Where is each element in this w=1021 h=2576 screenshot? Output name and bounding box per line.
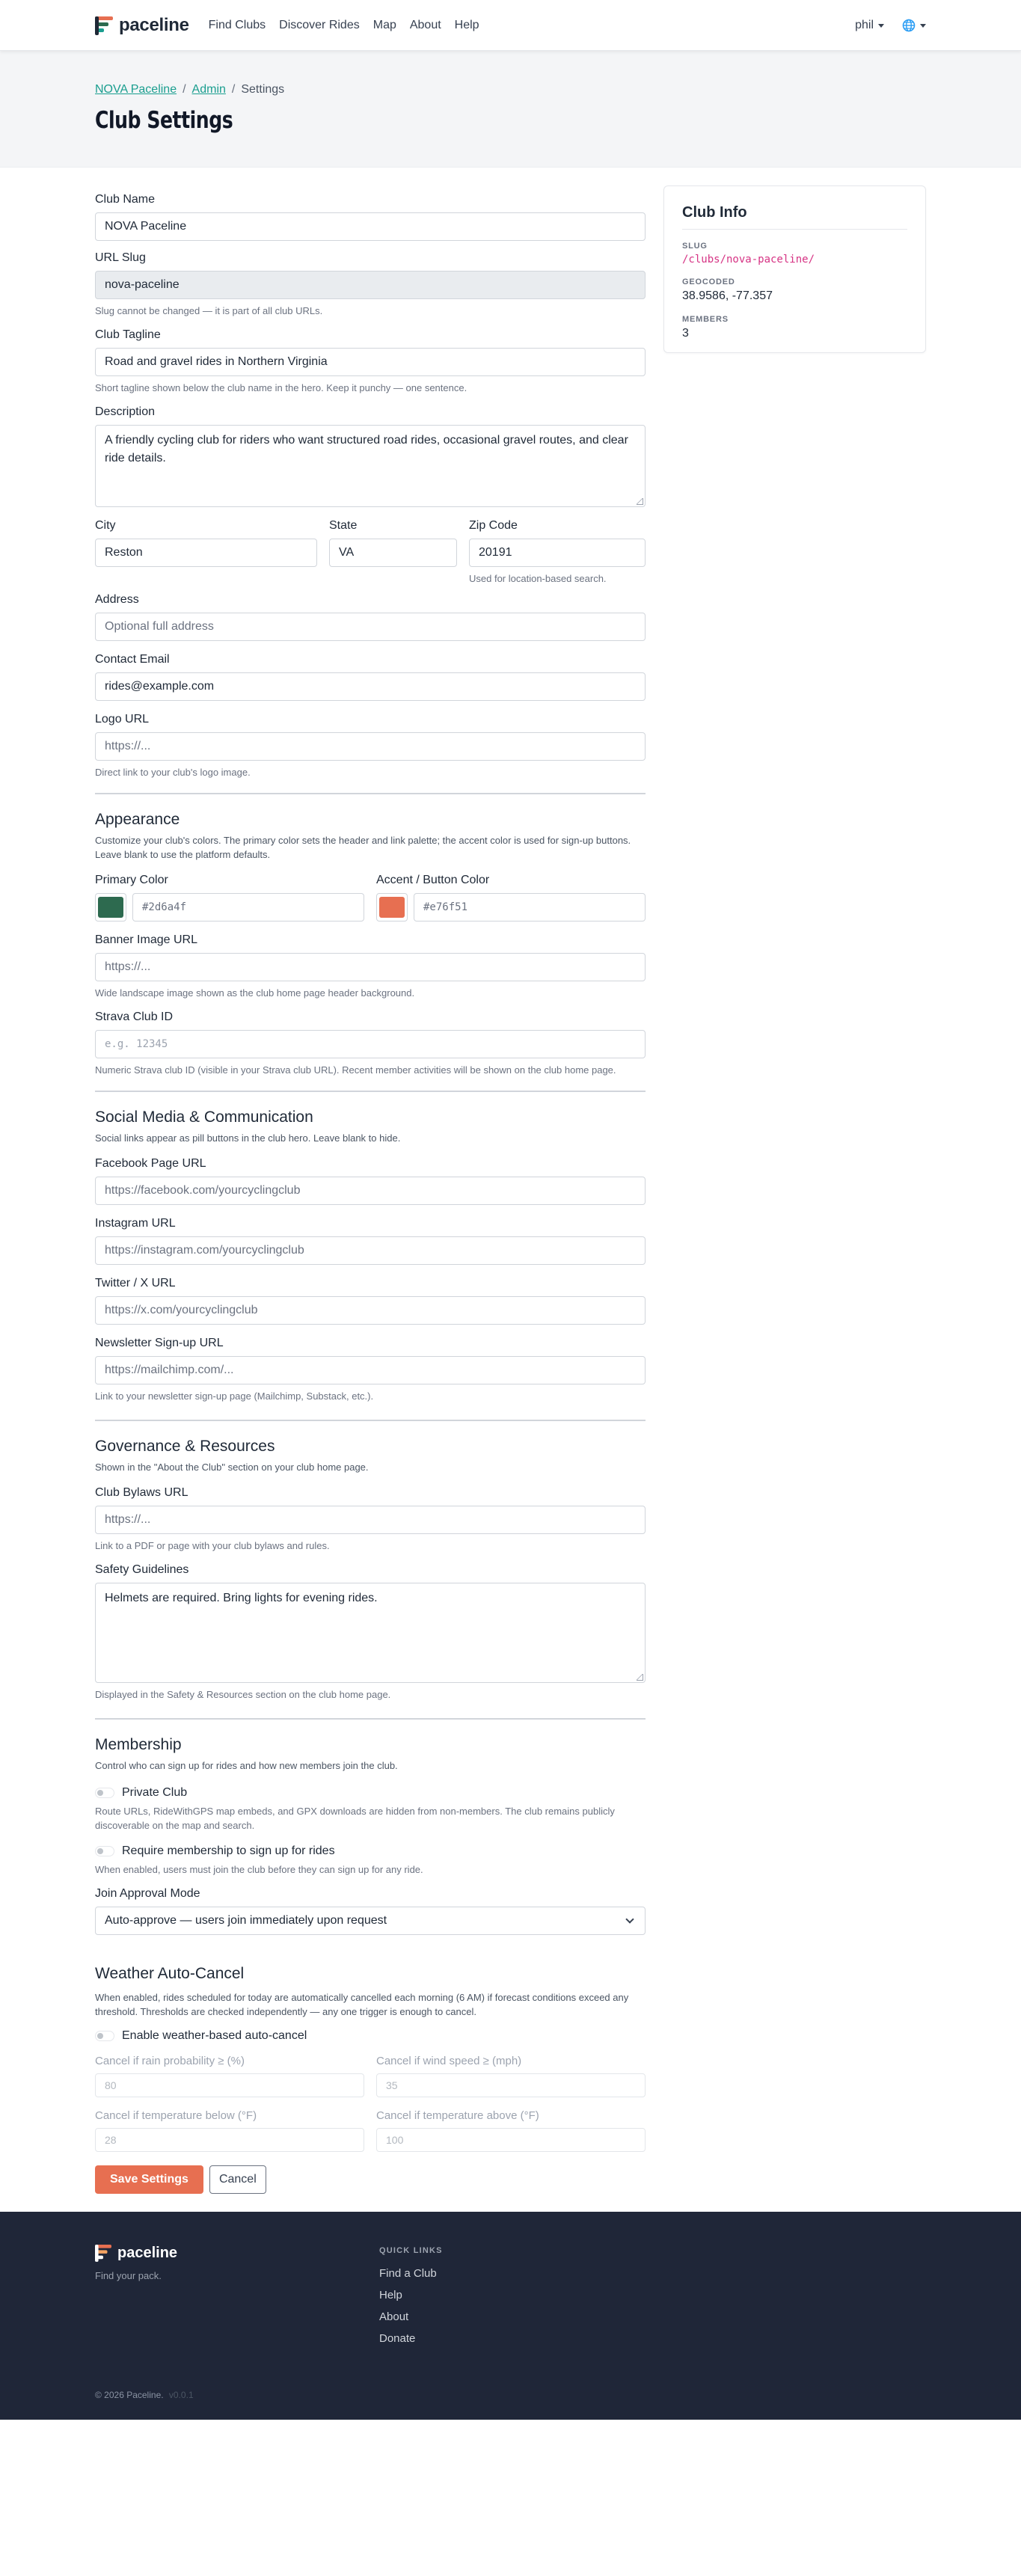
strava-input[interactable]: e.g. 12345 bbox=[95, 1030, 646, 1058]
paceline-logo-icon bbox=[95, 2243, 111, 2263]
divider bbox=[95, 1420, 646, 1421]
brand-link[interactable] bbox=[95, 15, 189, 36]
bylaws-group bbox=[95, 1486, 646, 1553]
footer-tagline: Find your pack. bbox=[95, 2270, 162, 2281]
description-label: Description bbox=[95, 405, 156, 418]
instagram-group bbox=[95, 1217, 646, 1265]
temp-low-group bbox=[95, 2109, 364, 2152]
nav-discover-rides[interactable]: Discover Rides bbox=[279, 19, 360, 31]
governance-desc: Shown in the "About the Club" section on your club home page. bbox=[95, 1462, 369, 1473]
primary-color-label: Primary Color bbox=[95, 874, 168, 886]
wind-input: 35 bbox=[376, 2073, 646, 2097]
banner-url-input[interactable]: https://... bbox=[95, 953, 646, 981]
club-info-card bbox=[663, 185, 926, 353]
slug-key: SLUG bbox=[682, 242, 708, 251]
geocoded-value: 38.9586, -77.357 bbox=[682, 289, 773, 302]
chevron-down-icon bbox=[625, 1915, 634, 1923]
nav-help[interactable]: Help bbox=[454, 19, 479, 31]
require-membership-toggle[interactable] bbox=[95, 1846, 114, 1856]
nav-about[interactable]: About bbox=[409, 19, 441, 31]
contact-email-input[interactable]: rides@example.com bbox=[95, 672, 646, 701]
geocoded-key: GEOCODED bbox=[682, 277, 735, 286]
join-approval-select[interactable] bbox=[95, 1907, 646, 1935]
tagline-help: Short tagline shown below the club name in the hero. Keep it punchy — one sentence. bbox=[95, 382, 467, 393]
banner-help: Wide landscape image shown as the club home page header background. bbox=[95, 987, 415, 999]
contact-email-group bbox=[95, 653, 646, 701]
membership-title: Membership bbox=[95, 1736, 182, 1753]
temp-high-label: Cancel if temperature above (°F) bbox=[376, 2109, 539, 2122]
primary-color-chip bbox=[98, 897, 123, 918]
accent-color-input[interactable]: #e76f51 bbox=[414, 893, 646, 921]
url-slug-label: URL Slug bbox=[95, 251, 146, 264]
url-slug-group bbox=[95, 251, 646, 318]
cancel-button[interactable]: Cancel bbox=[209, 2165, 266, 2194]
form-actions bbox=[95, 2165, 646, 2194]
page-title: Club Settings bbox=[95, 107, 233, 134]
breadcrumb-separator: / bbox=[231, 83, 236, 96]
twitter-input[interactable]: https://x.com/yourcyclingclub bbox=[95, 1296, 646, 1325]
nav-right bbox=[855, 19, 926, 32]
wind-group bbox=[376, 2055, 646, 2097]
strava-help: Numeric Strava club ID (visible in your Strava club URL). Recent member activities will be shown on the club home page. bbox=[95, 1064, 616, 1076]
appearance-desc: Customize your club's colors. The primary color sets the header and link palette; the accent color is used for sign-up buttons. Leave blank to use the platform defaults. bbox=[95, 835, 631, 860]
twitter-group bbox=[95, 1277, 646, 1325]
footer-links-heading: QUICK LINKS bbox=[379, 2246, 443, 2255]
rain-group bbox=[95, 2055, 364, 2097]
nav-map[interactable]: Map bbox=[372, 19, 396, 31]
temp-low-label: Cancel if temperature below (°F) bbox=[95, 2109, 257, 2122]
members-value: 3 bbox=[682, 327, 689, 340]
accent-color-chip bbox=[379, 897, 405, 918]
footer-link-about[interactable]: About bbox=[379, 2310, 409, 2323]
require-membership-toggle-row[interactable] bbox=[95, 1844, 646, 1858]
rain-input: 80 bbox=[95, 2073, 364, 2097]
site-footer bbox=[0, 2212, 1021, 2420]
membership-desc: Control who can sign up for rides and how new members join the club. bbox=[95, 1760, 398, 1771]
accent-color-label: Accent / Button Color bbox=[376, 874, 490, 886]
newsletter-label: Newsletter Sign-up URL bbox=[95, 1337, 224, 1349]
club-name-input[interactable]: NOVA Paceline bbox=[95, 212, 646, 241]
primary-color-swatch[interactable] bbox=[95, 893, 126, 921]
banner-label: Banner Image URL bbox=[95, 933, 197, 946]
zip-label: Zip Code bbox=[469, 519, 518, 532]
join-approval-label: Join Approval Mode bbox=[95, 1887, 200, 1900]
main-nav bbox=[209, 19, 486, 32]
breadcrumb-current: Settings bbox=[241, 83, 285, 96]
address-group bbox=[95, 593, 646, 641]
logo-url-help: Direct link to your club's logo image. bbox=[95, 767, 251, 778]
rain-label: Cancel if rain probability ≥ (%) bbox=[95, 2055, 245, 2067]
city-group bbox=[95, 519, 317, 586]
language-menu[interactable] bbox=[902, 19, 926, 32]
weather-desc: When enabled, rides scheduled for today are automatically cancelled each morning (6 AM) if forecast conditions exceed any threshold. Thresholds are checked independently — any one trigger is enough to cancel. bbox=[95, 1992, 629, 2017]
breadcrumb-club[interactable]: NOVA Paceline bbox=[95, 83, 177, 96]
strava-group bbox=[95, 1011, 646, 1077]
description-textarea[interactable]: A friendly cycling club for riders who want structured road rides, occasional gravel routes, and clear ride details. bbox=[95, 425, 646, 507]
divider bbox=[95, 1718, 646, 1720]
main-content bbox=[95, 168, 926, 2212]
brand-name: paceline bbox=[119, 15, 189, 35]
require-membership-help: When enabled, users must join the club before they can sign up for any ride. bbox=[95, 1864, 423, 1875]
newsletter-help: Link to your newsletter sign-up page (Mailchimp, Substack, etc.). bbox=[95, 1390, 374, 1402]
appearance-title: Appearance bbox=[95, 811, 180, 828]
user-name: phil bbox=[855, 19, 874, 31]
banner-group bbox=[95, 933, 646, 1000]
footer-link-find-club[interactable]: Find a Club bbox=[379, 2267, 437, 2280]
divider bbox=[95, 793, 646, 794]
safety-help: Displayed in the Safety & Resources section on the club home page. bbox=[95, 1689, 391, 1700]
state-input[interactable]: VA bbox=[329, 539, 457, 567]
primary-color-input[interactable]: #2d6a4f bbox=[132, 893, 364, 921]
club-settings-form bbox=[95, 185, 646, 2194]
facebook-label: Facebook Page URL bbox=[95, 1157, 206, 1170]
instagram-input[interactable]: https://instagram.com/yourcyclingclub bbox=[95, 1236, 646, 1265]
accent-color-swatch[interactable] bbox=[376, 893, 408, 921]
social-title: Social Media & Communication bbox=[95, 1108, 313, 1126]
copyright-text: © 2026 Paceline. bbox=[95, 2390, 164, 2400]
newsletter-input[interactable]: https://mailchimp.com/... bbox=[95, 1356, 646, 1384]
sidebar bbox=[663, 185, 926, 2194]
temp-high-input: 100 bbox=[376, 2128, 646, 2152]
bylaws-help: Link to a PDF or page with your club bylaws and rules. bbox=[95, 1540, 330, 1551]
caret-down-icon bbox=[920, 24, 926, 28]
bylaws-label: Club Bylaws URL bbox=[95, 1486, 188, 1499]
weather-enable-toggle-row[interactable] bbox=[95, 2029, 646, 2043]
version-text: v0.0.1 bbox=[168, 2390, 194, 2400]
safety-label: Safety Guidelines bbox=[95, 1563, 189, 1576]
breadcrumb-admin[interactable]: Admin bbox=[191, 83, 226, 96]
weather-row-1 bbox=[95, 2055, 646, 2097]
temp-high-group bbox=[376, 2109, 646, 2152]
footer-quick-links bbox=[379, 2246, 443, 2345]
tagline-input[interactable]: Road and gravel rides in Northern Virginia bbox=[95, 348, 646, 376]
club-name-group bbox=[95, 193, 646, 241]
city-input[interactable]: Reston bbox=[95, 539, 317, 567]
breadcrumb bbox=[95, 83, 926, 96]
newsletter-group bbox=[95, 1337, 646, 1403]
footer-copyright bbox=[95, 2390, 194, 2400]
weather-title: Weather Auto-Cancel bbox=[95, 1965, 245, 1982]
private-club-help: Route URLs, RideWithGPS map embeds, and GPX downloads are hidden from non-members. The club remains publicly discoverable on the map and search. bbox=[95, 1806, 615, 1831]
state-group bbox=[329, 519, 457, 586]
state-label: State bbox=[329, 519, 358, 532]
zip-input[interactable]: 20191 bbox=[469, 539, 646, 567]
city-label: City bbox=[95, 519, 116, 532]
nav-find-clubs[interactable]: Find Clubs bbox=[208, 19, 266, 31]
facebook-group bbox=[95, 1157, 646, 1205]
page-header bbox=[0, 51, 1021, 168]
club-name-label: Club Name bbox=[95, 193, 156, 206]
footer-link-help[interactable]: Help bbox=[379, 2289, 402, 2301]
zip-group bbox=[469, 519, 646, 586]
require-membership-label: Require membership to sign up for rides bbox=[122, 1844, 335, 1857]
color-row bbox=[95, 874, 646, 921]
private-club-toggle[interactable] bbox=[95, 1788, 114, 1798]
temp-low-input: 28 bbox=[95, 2128, 364, 2152]
weather-row-2 bbox=[95, 2109, 646, 2152]
caret-down-icon bbox=[878, 24, 884, 28]
zip-help: Used for location-based search. bbox=[469, 573, 607, 584]
private-club-toggle-row[interactable] bbox=[95, 1786, 646, 1800]
instagram-label: Instagram URL bbox=[95, 1217, 176, 1230]
weather-enable-toggle[interactable] bbox=[95, 2031, 114, 2041]
url-slug-input: nova-paceline bbox=[95, 271, 646, 299]
top-navbar bbox=[0, 0, 1021, 51]
footer-link-donate[interactable]: Donate bbox=[379, 2332, 416, 2345]
wind-label: Cancel if wind speed ≥ (mph) bbox=[376, 2055, 522, 2067]
facebook-input[interactable]: https://facebook.com/yourcyclingclub bbox=[95, 1177, 646, 1205]
address-input[interactable]: Optional full address bbox=[95, 613, 646, 641]
logo-url-input[interactable]: https://... bbox=[95, 732, 646, 761]
contact-email-label: Contact Email bbox=[95, 653, 170, 666]
weather-enable-label: Enable weather-based auto-cancel bbox=[122, 2029, 307, 2042]
location-row bbox=[95, 519, 646, 586]
logo-url-label: Logo URL bbox=[95, 713, 150, 726]
slug-value: /clubs/nova-paceline/ bbox=[682, 254, 815, 266]
footer-brand[interactable] bbox=[95, 2243, 926, 2263]
strava-label: Strava Club ID bbox=[95, 1011, 174, 1023]
primary-color-group bbox=[95, 874, 364, 921]
safety-textarea[interactable]: Helmets are required. Bring lights for evening rides. bbox=[95, 1583, 646, 1683]
private-club-label: Private Club bbox=[122, 1786, 188, 1799]
club-info-title: Club Info bbox=[682, 204, 907, 230]
divider bbox=[95, 1091, 646, 1092]
bylaws-input[interactable]: https://... bbox=[95, 1506, 646, 1534]
tagline-group bbox=[95, 328, 646, 395]
tagline-label: Club Tagline bbox=[95, 328, 161, 341]
footer-brand-name: paceline bbox=[117, 2244, 178, 2261]
paceline-logo-icon bbox=[95, 15, 113, 36]
join-approval-group bbox=[95, 1887, 646, 1935]
user-menu[interactable] bbox=[855, 19, 884, 32]
members-key: MEMBERS bbox=[682, 315, 729, 324]
description-group bbox=[95, 405, 646, 507]
safety-group bbox=[95, 1563, 646, 1702]
logo-url-group bbox=[95, 713, 646, 779]
social-desc: Social links appear as pill buttons in the club hero. Leave blank to hide. bbox=[95, 1132, 401, 1144]
url-slug-help: Slug cannot be changed — it is part of all club URLs. bbox=[95, 305, 323, 316]
join-approval-value: Auto-approve — users join immediately upon request bbox=[105, 1914, 387, 1927]
governance-title: Governance & Resources bbox=[95, 1438, 275, 1455]
save-settings-button[interactable]: Save Settings bbox=[95, 2165, 203, 2194]
accent-color-group bbox=[376, 874, 646, 921]
twitter-label: Twitter / X URL bbox=[95, 1277, 176, 1289]
breadcrumb-separator: / bbox=[183, 83, 186, 96]
globe-icon bbox=[902, 19, 916, 32]
address-label: Address bbox=[95, 593, 139, 606]
